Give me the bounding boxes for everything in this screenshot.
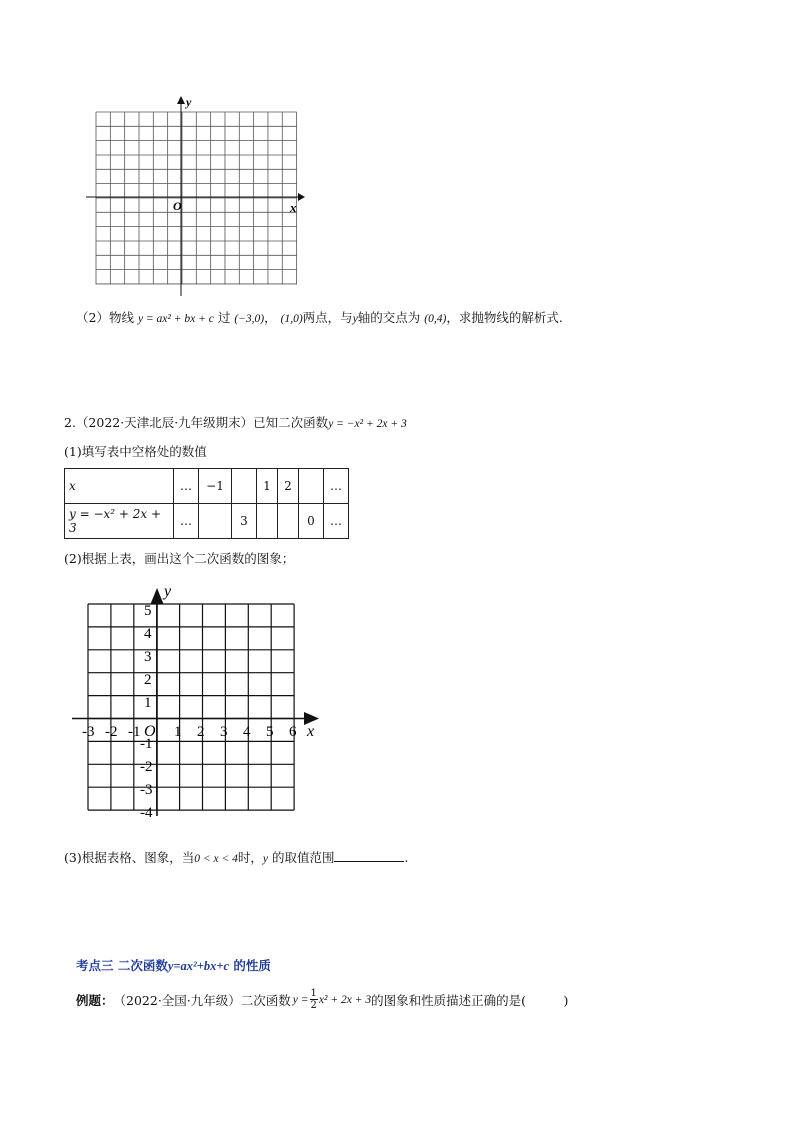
table-cell: 0 [299,504,324,539]
q1p2-point3: (0,4) [424,313,447,325]
x-tick-label: 5 [266,724,274,740]
grid1-origin-label: O [173,199,182,213]
grid1-y-label: y [186,95,192,109]
value-table [64,468,349,539]
table-cell-blank[interactable] [257,504,278,539]
grid2-x-label: x [307,723,315,740]
y-tick-label: 5 [144,603,152,619]
table-cell: … [174,504,199,539]
example-suffix: 的图象和性质描述正确的是( ) [371,992,569,1008]
table-cell: x [65,469,174,504]
x-tick-label: 4 [243,724,251,740]
table-cell-blank[interactable] [278,504,299,539]
answer-blank[interactable] [334,849,404,862]
question-2-part-2: (2)根据上表，画出这个二次函数的图象； [64,551,295,566]
q1p2-suffix: ，求抛物线的解析式. [446,310,563,325]
fraction-denominator: 2 [310,1000,317,1011]
q2p3-end: . [404,850,409,865]
coordinate-grid-2 [64,580,334,820]
y-tick-label: 4 [144,626,152,642]
grid2-origin-label: O [144,723,156,740]
y-tick-label: -4 [140,805,153,820]
q2-equation: y = −x² + 2x + 3 [328,418,407,430]
q2p3-prefix: (3)根据表格、图象，当 [64,850,195,865]
example-fraction [310,988,318,1011]
section-heading [76,956,271,974]
table-row-x [65,469,349,504]
y-tick-label: -1 [140,736,153,752]
grid2-y-arrow [151,588,164,604]
table-cell: … [324,469,349,504]
table-row-y [65,504,349,539]
q2p3-condition: 0 < x < 4 [194,853,238,865]
y-tick-label: -3 [140,782,153,798]
example-label: 例题： [76,992,114,1008]
q1p2-prefix: （2）物线 [76,310,134,325]
q2-header-text: 2.（2022·天津北辰·九年级期末）已知二次函数 [64,415,329,430]
q1p2-mid3: 轴的交点为 [357,310,421,325]
q2p3-var: y [262,853,268,865]
table-cell-blank[interactable] [299,469,324,504]
x-tick-label: -2 [105,724,118,740]
example-source: （2022·全国·九年级）二次函数 [113,992,291,1008]
table-cell: 1 [257,469,278,504]
q1p2-mid1: 过 [217,310,231,325]
table-cell: y = −x² + 2x + 3 [65,504,174,539]
section-title-formula: y=ax²+bx+c [167,959,230,973]
grid1-x-arrow [298,193,305,201]
y-tick-label: 2 [144,672,152,688]
x-tick-label: 3 [220,724,228,740]
q2p3-suffix: 的取值范围 [267,850,335,865]
x-tick-label: -1 [128,724,141,740]
example-y-eq: y = [292,993,309,1006]
x-tick-label: 6 [289,724,297,740]
section-title-prefix: 考点三 二次函数 [76,958,168,973]
q1p2-mid2: 两点，与 [302,310,353,325]
grid1-y-arrow [177,96,185,104]
coordinate-grid-1 [80,92,310,302]
question-2-part-1: (1)填写表中空格处的数值 [64,444,207,459]
x-tick-label: 1 [174,724,182,740]
grid2-y-label: y [164,583,172,600]
q2p3-mid: 时， [237,850,263,865]
table-cell: 2 [278,469,299,504]
table-cell-blank[interactable] [232,469,257,504]
section-title-suffix: 的性质 [229,958,271,973]
y-tick-label: 1 [144,695,152,711]
q1p2-point1: (−3,0) [234,313,265,325]
table-cell: −1 [199,469,232,504]
example-rest: x² + 2x + 3 [318,993,372,1006]
q1p2-equation: y = ax² + bx + c [137,313,214,325]
table-cell-blank[interactable] [199,504,232,539]
grid1-x-label: x [290,200,297,215]
y-tick-label: 3 [144,649,152,665]
question-2-part-3 [64,848,408,866]
table-cell: … [324,504,349,539]
q1p2-axis: y [352,313,358,325]
y-tick-label: -2 [140,759,153,775]
fraction-numerator: 1 [310,988,317,999]
q1p2-point2: (1,0) [280,313,303,325]
table-cell: … [174,469,199,504]
x-tick-label: 2 [197,724,205,740]
example-question [76,988,568,1011]
table-cell: 3 [232,504,257,539]
question-1-part-2 [76,308,563,326]
q1p2-sep: ， [264,310,277,325]
question-2-header [64,413,407,431]
x-tick-label: -3 [82,724,95,740]
